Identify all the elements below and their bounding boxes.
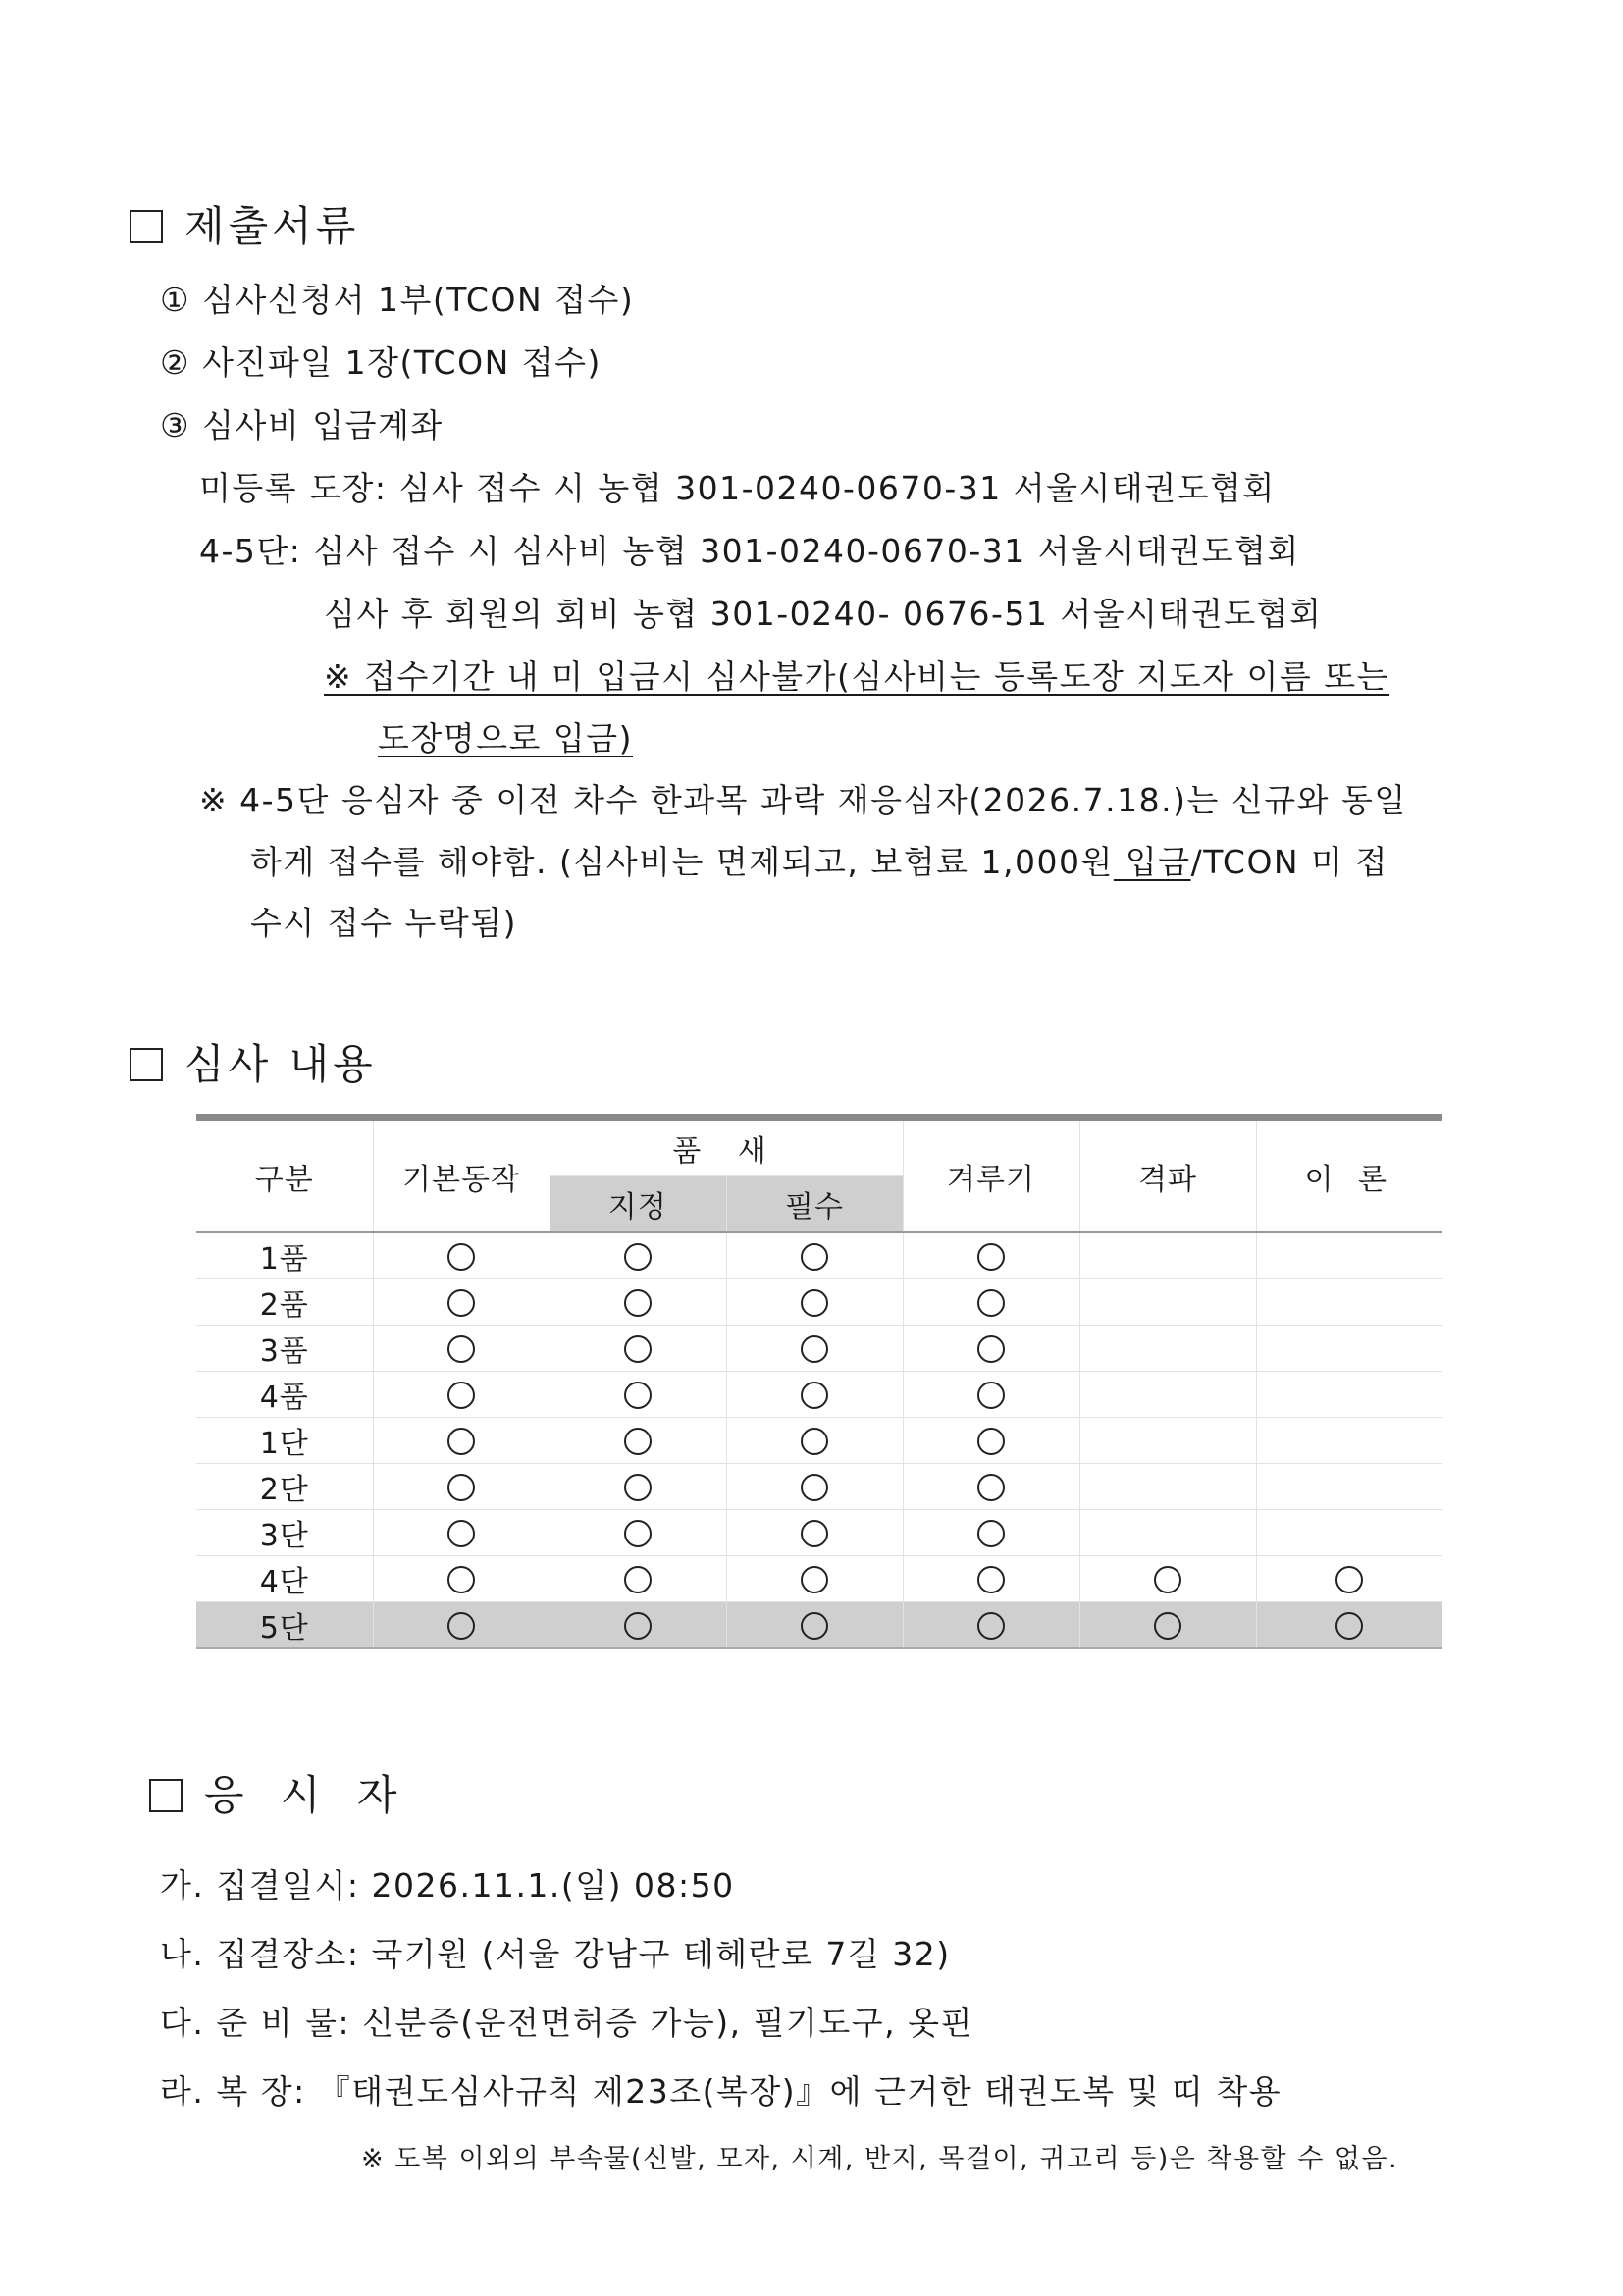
- table-cell: [1256, 1372, 1442, 1418]
- header-basic-moves: 기본동작: [373, 1118, 550, 1233]
- circle-mark-icon: [447, 1566, 475, 1593]
- circle-mark-icon: [1335, 1566, 1363, 1593]
- dan45-account-1: 4-5단: 심사 접수 시 심사비 농협 301-0240-0670-31 서울시태권도협회: [199, 532, 1300, 570]
- table-cell: [1256, 1232, 1442, 1279]
- exam-table-body: [196, 1232, 1442, 1648]
- doc-item-3: ③ 심사비 입금계좌: [160, 406, 444, 444]
- section-exam-content-heading: [130, 1032, 377, 1091]
- table-cell: [726, 1232, 903, 1279]
- table-cell: [373, 1372, 550, 1418]
- table-cell: [550, 1602, 726, 1649]
- table-cell: [726, 1279, 903, 1326]
- retake-note-line3: 수시 접수 누락됨): [250, 904, 517, 942]
- circle-mark-icon: [447, 1520, 475, 1547]
- table-cell: [726, 1326, 903, 1372]
- table-cell: [903, 1556, 1079, 1602]
- exam-content-table: [196, 1114, 1442, 1649]
- row-label: 1단: [196, 1418, 373, 1464]
- table-cell: [903, 1326, 1079, 1372]
- retake-note-line2: [250, 837, 1388, 883]
- circle-mark-icon: [447, 1289, 475, 1317]
- table-cell: [550, 1556, 726, 1602]
- circle-mark-icon: [624, 1428, 652, 1455]
- table-cell: [1079, 1372, 1256, 1418]
- table-row: [196, 1464, 1442, 1510]
- checkbox-square-icon: [130, 210, 163, 243]
- section-title: 심사 내용: [184, 1040, 377, 1088]
- retake-note-line2-c: /TCON 미 접: [1190, 843, 1388, 881]
- checkbox-square-icon: [149, 1779, 183, 1812]
- unregistered-account: 미등록 도장: 심사 접수 시 농협 301-0240-0670-31 서울시태권도협회: [199, 469, 1276, 507]
- circle-mark-icon: [447, 1335, 475, 1363]
- row-label: 4품: [196, 1372, 373, 1418]
- circle-mark-icon: [801, 1566, 828, 1593]
- retake-note-line2-underlined: 입금: [1113, 843, 1191, 881]
- dress-code-note: ※ 도복 이외의 부속물(신발, 모자, 시계, 반지, 목걸이, 귀고리 등)은 착용할 수 없음.: [361, 2144, 1399, 2174]
- circle-mark-icon: [977, 1243, 1005, 1271]
- doc-item-2: ② 사진파일 1장(TCON 접수): [160, 343, 602, 382]
- header-theory: 이 론: [1256, 1118, 1442, 1233]
- table-cell: [903, 1418, 1079, 1464]
- table-cell: [1079, 1602, 1256, 1649]
- table-cell: [1079, 1279, 1256, 1326]
- circle-mark-icon: [447, 1382, 475, 1409]
- table-cell: [726, 1556, 903, 1602]
- row-label: 3품: [196, 1326, 373, 1372]
- table-row: [196, 1232, 1442, 1279]
- table-cell: [726, 1418, 903, 1464]
- table-cell: [373, 1279, 550, 1326]
- table-cell: [373, 1464, 550, 1510]
- row-label: 1품: [196, 1232, 373, 1279]
- table-cell: [373, 1326, 550, 1372]
- circle-mark-icon: [1154, 1612, 1181, 1640]
- items-to-bring: 다. 준 비 물: 신분증(운전면허증 가능), 필기도구, 옷핀: [160, 2004, 973, 2042]
- circle-mark-icon: [977, 1566, 1005, 1593]
- table-row: [196, 1556, 1442, 1602]
- circle-mark-icon: [977, 1335, 1005, 1363]
- dan45-account-2: 심사 후 회원의 회비 농협 301-0240- 0676-51 서울시태권도협회: [324, 595, 1323, 633]
- table-cell: [550, 1326, 726, 1372]
- row-label: 2품: [196, 1279, 373, 1326]
- table-cell: [726, 1510, 903, 1556]
- circle-mark-icon: [624, 1612, 652, 1640]
- table-cell: [373, 1556, 550, 1602]
- header-sparring: 겨루기: [903, 1118, 1079, 1233]
- table-cell: [1079, 1510, 1256, 1556]
- table-cell: [903, 1510, 1079, 1556]
- payment-warning-line2: 도장명으로 입금): [378, 719, 634, 757]
- dress-code: 라. 복 장: 『태권도심사규칙 제23조(복장)』에 근거한 태권도복 및 띠 착용: [160, 2072, 1283, 2111]
- circle-mark-icon: [977, 1428, 1005, 1455]
- retake-note-line2-a: 하게 접수를 해야함. (심사비는 면제되고, 보험료 1,000원: [250, 843, 1114, 881]
- table-cell: [550, 1232, 726, 1279]
- assembly-time: 가. 집결일시: 2026.11.1.(일) 08:50: [160, 1866, 735, 1905]
- doc-item-1: ① 심사신청서 1부(TCON 접수): [160, 281, 635, 319]
- circle-mark-icon: [624, 1520, 652, 1547]
- table-row: [196, 1510, 1442, 1556]
- table-cell: [903, 1279, 1079, 1326]
- circle-mark-icon: [624, 1382, 652, 1409]
- row-label: 5단: [196, 1602, 373, 1649]
- section-title: 제출서류: [184, 202, 360, 250]
- table-cell: [903, 1464, 1079, 1510]
- circle-mark-icon: [977, 1382, 1005, 1409]
- table-cell: [373, 1418, 550, 1464]
- payment-warning-line1: ※ 접수기간 내 미 입금시 심사불가(심사비는 등록도장 지도자 이름 또는: [324, 657, 1390, 696]
- retake-note-line1: ※ 4-5단 응심자 중 이전 차수 한과목 과락 재응심자(2026.7.18.)는 신규와 동일: [199, 781, 1407, 819]
- header-breaking: 격파: [1079, 1118, 1256, 1233]
- table-cell: [1256, 1464, 1442, 1510]
- table-cell: [373, 1510, 550, 1556]
- circle-mark-icon: [624, 1243, 652, 1271]
- table-cell: [550, 1510, 726, 1556]
- header-gubun: 구분: [196, 1118, 373, 1233]
- circle-mark-icon: [977, 1289, 1005, 1317]
- section-applicant-heading: [149, 1763, 408, 1822]
- assembly-place: 나. 집결장소: 국기원 (서울 강남구 테헤란로 7길 32): [160, 1935, 951, 1973]
- table-cell: [1256, 1556, 1442, 1602]
- header-required: 필수: [726, 1176, 903, 1233]
- table-row: [196, 1372, 1442, 1418]
- circle-mark-icon: [624, 1289, 652, 1317]
- table-cell: [1079, 1464, 1256, 1510]
- circle-mark-icon: [447, 1474, 475, 1501]
- table-cell: [550, 1464, 726, 1510]
- table-cell: [550, 1372, 726, 1418]
- table-cell: [373, 1602, 550, 1649]
- circle-mark-icon: [1335, 1612, 1363, 1640]
- row-label: 3단: [196, 1510, 373, 1556]
- table-cell: [903, 1602, 1079, 1649]
- circle-mark-icon: [624, 1566, 652, 1593]
- table-cell: [726, 1602, 903, 1649]
- table-row: [196, 1279, 1442, 1326]
- circle-mark-icon: [624, 1335, 652, 1363]
- circle-mark-icon: [447, 1428, 475, 1455]
- table-row: [196, 1326, 1442, 1372]
- row-label: 2단: [196, 1464, 373, 1510]
- circle-mark-icon: [977, 1612, 1005, 1640]
- circle-mark-icon: [801, 1243, 828, 1271]
- circle-mark-icon: [977, 1474, 1005, 1501]
- table-cell: [1256, 1418, 1442, 1464]
- table-row: [196, 1602, 1442, 1649]
- circle-mark-icon: [801, 1289, 828, 1317]
- circle-mark-icon: [801, 1382, 828, 1409]
- table-cell: [1256, 1510, 1442, 1556]
- table-cell: [1079, 1556, 1256, 1602]
- section-title: 응 시 자: [204, 1771, 409, 1819]
- table-cell: [903, 1232, 1079, 1279]
- checkbox-square-icon: [130, 1048, 163, 1081]
- table-cell: [726, 1372, 903, 1418]
- circle-mark-icon: [1154, 1566, 1181, 1593]
- table-cell: [550, 1279, 726, 1326]
- circle-mark-icon: [801, 1428, 828, 1455]
- circle-mark-icon: [447, 1612, 475, 1640]
- circle-mark-icon: [977, 1520, 1005, 1547]
- table-row: [196, 1418, 1442, 1464]
- section-submit-docs-heading: [130, 194, 359, 253]
- table-cell: [1256, 1279, 1442, 1326]
- table-cell: [1256, 1602, 1442, 1649]
- circle-mark-icon: [801, 1474, 828, 1501]
- header-poomsae: 품 새: [550, 1118, 903, 1176]
- header-designated: 지정: [550, 1176, 726, 1233]
- table-cell: [1256, 1326, 1442, 1372]
- circle-mark-icon: [447, 1243, 475, 1271]
- circle-mark-icon: [801, 1612, 828, 1640]
- circle-mark-icon: [801, 1335, 828, 1363]
- table-cell: [1079, 1232, 1256, 1279]
- table-cell: [1079, 1326, 1256, 1372]
- circle-mark-icon: [624, 1474, 652, 1501]
- table-cell: [1079, 1418, 1256, 1464]
- table-cell: [903, 1372, 1079, 1418]
- table-cell: [550, 1418, 726, 1464]
- table-cell: [726, 1464, 903, 1510]
- table-cell: [373, 1232, 550, 1279]
- row-label: 4단: [196, 1556, 373, 1602]
- circle-mark-icon: [801, 1520, 828, 1547]
